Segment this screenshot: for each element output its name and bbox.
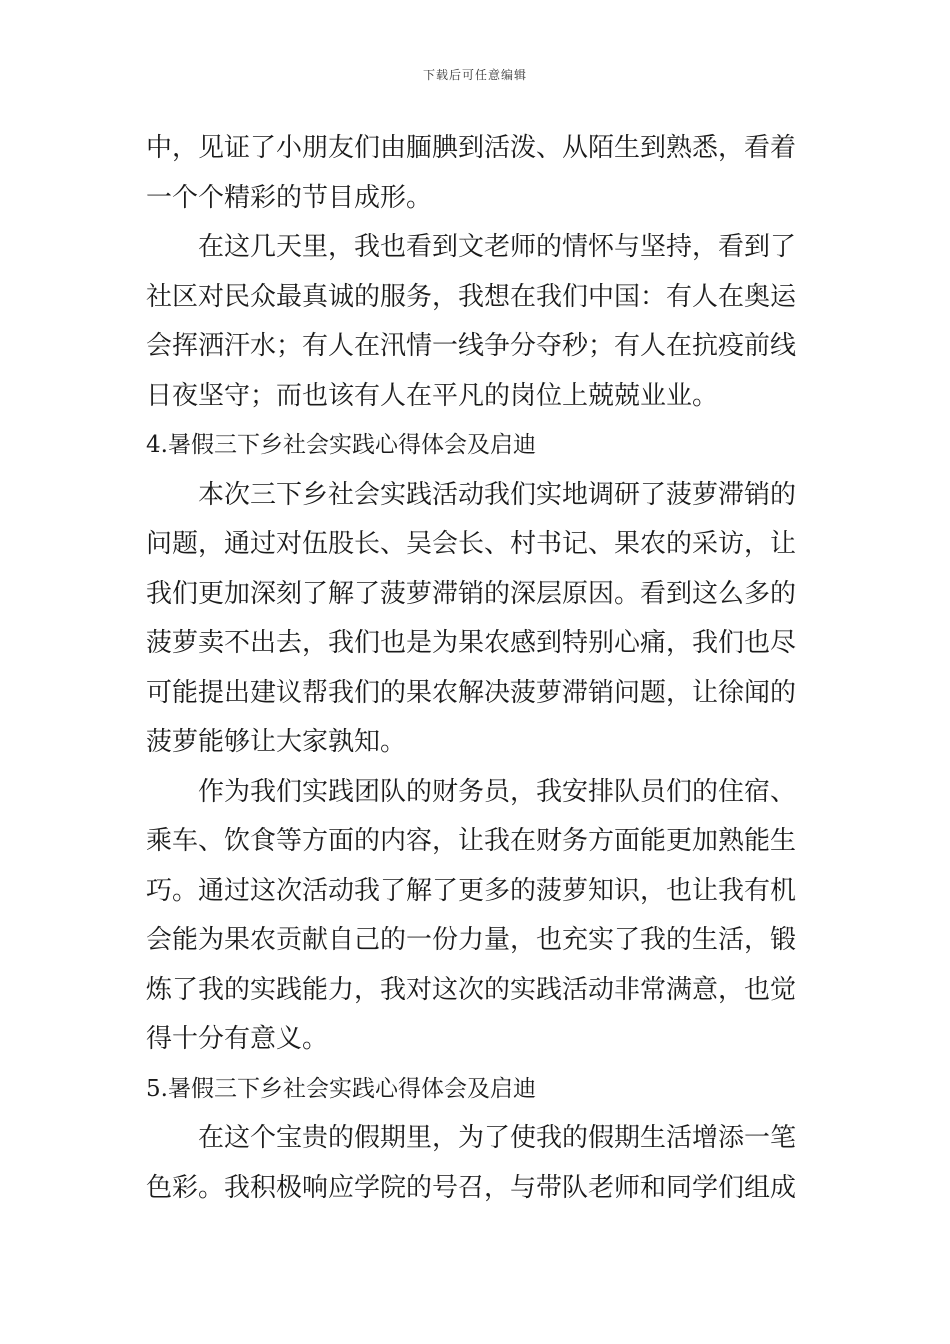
document-body: [146, 124, 812, 1213]
text-line: 炼了我的实践能力，我对这次的实践活动非常满意，也觉: [146, 974, 797, 1005]
section-heading: 5.暑假三下乡社会实践心得体会及启迪: [146, 1075, 536, 1102]
text-line: 我们更加深刻了解了菠萝滞销的深层原因。看到这么多的: [146, 578, 797, 609]
text-line: 乘车、饮食等方面的内容，让我在财务方面能更加熟能生: [146, 826, 797, 856]
text-line: 可能提出建议帮我们的果农解决菠萝滞销问题，让徐闻的: [146, 677, 797, 708]
text-line: 在这几天里，我也看到文老师的情怀与坚持，看到了: [198, 232, 797, 262]
text-line: 会挥洒汗水；有人在汛情一线争分夺秒；有人在抗疫前线: [146, 331, 797, 361]
text-line: 本次三下乡社会实践活动我们实地调研了菠萝滞销的: [198, 479, 797, 510]
text-line: 得十分有意义。: [146, 1024, 329, 1054]
text-line: 作为我们实践团队的财务员，我安排队员们的住宿、: [198, 776, 797, 807]
text-line: 中，见证了小朋友们由腼腆到活泼、从陌生到熟悉，看着: [146, 133, 797, 163]
text-line: 色彩。我积极响应学院的号召，与带队老师和同学们组成: [146, 1172, 797, 1203]
text-line: 一个个精彩的节目成形。: [146, 182, 433, 213]
header-note: 下载后可任意编辑: [422, 68, 527, 82]
text-line: 菠萝能够让大家孰知。: [146, 727, 407, 757]
text-line: 巧。通过这次活动我了解了更多的菠萝知识，也让我有机: [146, 875, 797, 906]
text-line: 会能为果农贡献自己的一份力量，也充实了我的生活，锻: [146, 925, 797, 955]
text-line: 菠萝卖不出去，我们也是为果农感到特别心痛，我们也尽: [146, 628, 797, 658]
text-line: 在这个宝贵的假期里，为了使我的假期生活增添一笔: [198, 1123, 797, 1153]
text-line: 日夜坚守；而也该有人在平凡的岗位上兢兢业业。: [146, 380, 719, 411]
text-line: 社区对民众最真诚的服务，我想在我们中国：有人在奥运: [146, 281, 797, 312]
text-line: 问题，通过对伍股长、吴会长、村书记、果农的采访，让: [146, 529, 797, 559]
section-heading: 4.暑假三下乡社会实践心得体会及启迪: [146, 432, 536, 458]
